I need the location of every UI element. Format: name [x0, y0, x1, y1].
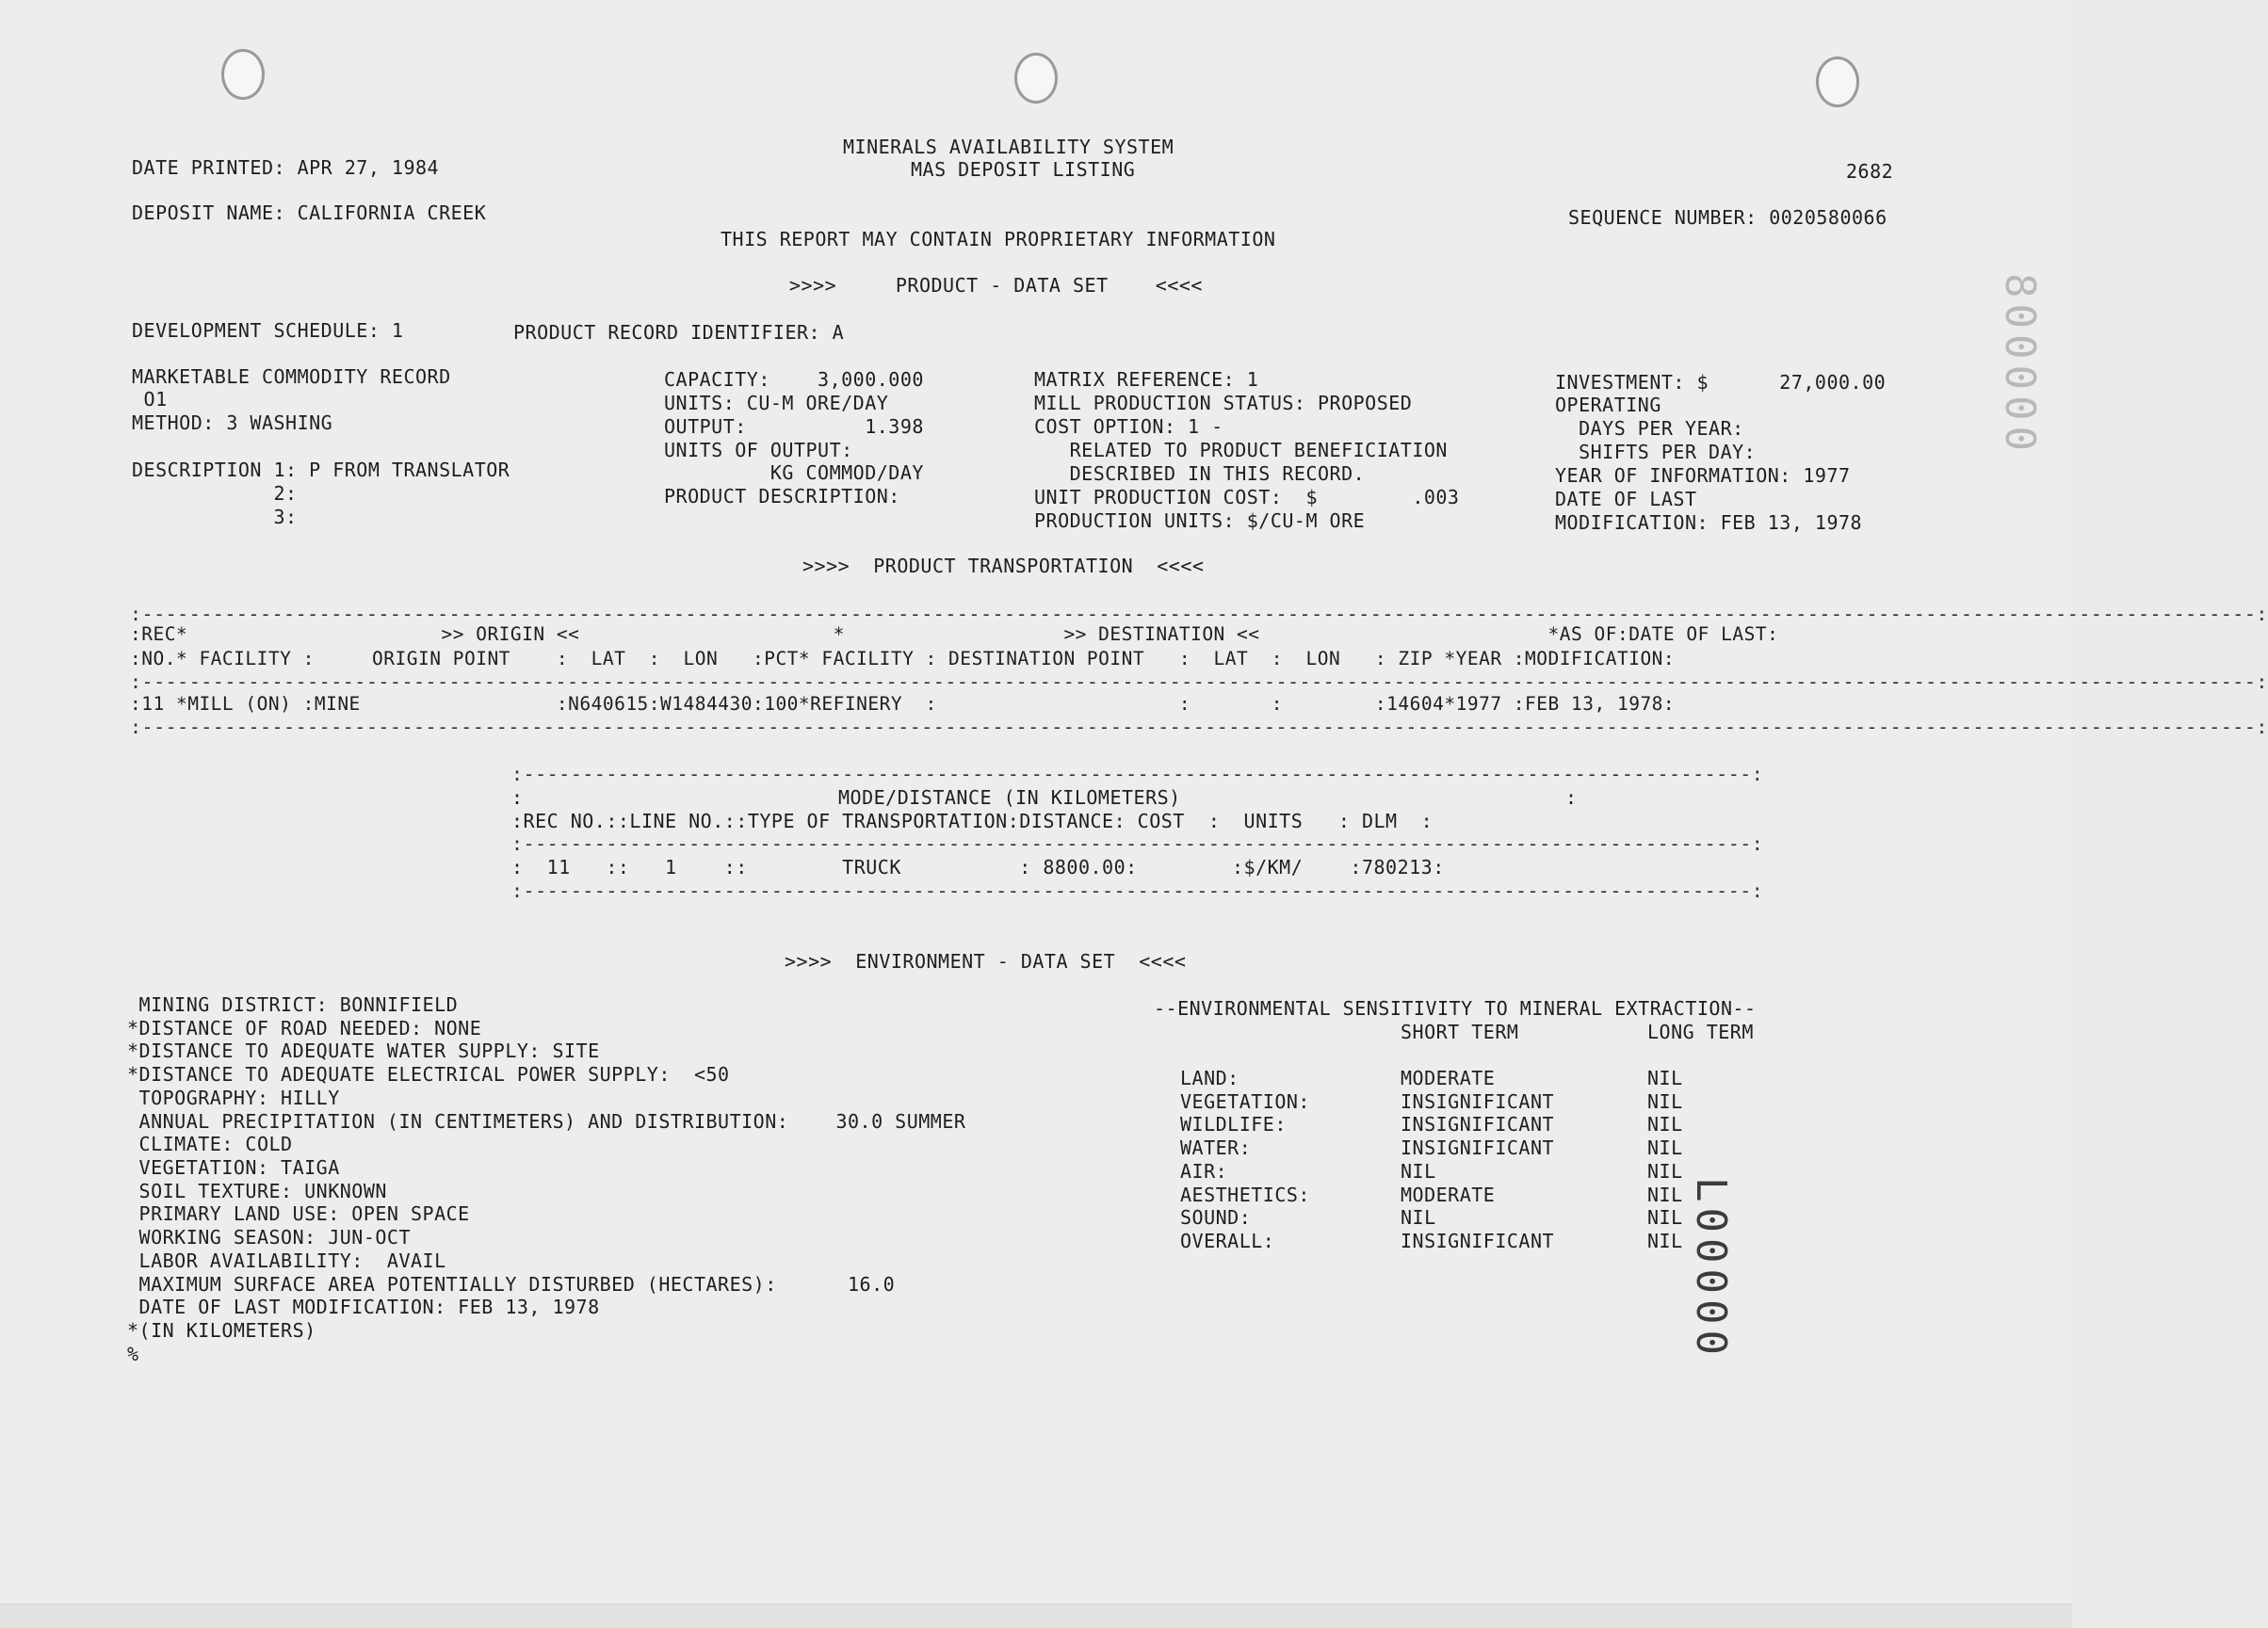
product-middle-line: CAPACITY: 3,000.000 — [664, 368, 924, 391]
sensitivity-short: INSIGNIFICANT — [1401, 1230, 1555, 1252]
product-right-line: SHIFTS PER DAY: — [1555, 441, 1757, 463]
sensitivity-long: NIL — [1647, 1184, 1683, 1206]
transportation-section-title: >>>> PRODUCT TRANSPORTATION <<<< — [802, 555, 1205, 577]
product-rightmid-line: MATRIX REFERENCE: 1 — [1034, 368, 1259, 391]
listing-title: MAS DEPOSIT LISTING — [911, 158, 1136, 181]
mode-box-border: :--------------------------------------------------------------------------------------------------------: — [511, 763, 1764, 785]
product-left-line: O1 — [132, 388, 168, 411]
sensitivity-factor: AIR: — [1180, 1160, 1228, 1183]
sensitivity-factor: LAND: — [1180, 1067, 1239, 1089]
sensitivity-long: NIL — [1647, 1136, 1683, 1159]
sensitivity-long: NIL — [1647, 1160, 1683, 1183]
punch-hole-center — [1014, 53, 1058, 104]
sensitivity-factor: WILDLIFE: — [1180, 1113, 1287, 1136]
mode-distance-header: :REC NO.::LINE NO.::TYPE OF TRANSPORTATION:DISTANCE: COST : UNITS : DLM : — [511, 810, 1434, 832]
sensitivity-long: NIL — [1647, 1230, 1683, 1252]
punch-hole-right — [1816, 56, 1859, 107]
environment-line: DATE OF LAST MODIFICATION: FEB 13, 1978 — [127, 1296, 600, 1318]
product-section-title: >>>> PRODUCT - DATA SET <<<< — [789, 274, 1203, 297]
environment-line: *DISTANCE OF ROAD NEEDED: NONE — [127, 1017, 482, 1040]
environment-line: CLIMATE: COLD — [127, 1133, 293, 1155]
environment-line: WORKING SEASON: JUN-OCT — [127, 1226, 411, 1249]
sensitivity-col-short: SHORT TERM — [1401, 1021, 1519, 1043]
product-rightmid-line: DESCRIBED IN THIS RECORD. — [1034, 462, 1366, 485]
transport-header-2: :NO.* FACILITY : ORIGIN POINT : LAT : LON :PCT* FACILITY : DESTINATION POINT : LAT : LON : ZIP *YEAR :MODIFICATION: — [130, 648, 1676, 669]
product-record-identifier: PRODUCT RECORD IDENTIFIER: A — [513, 321, 845, 344]
product-middle-line: PRODUCT DESCRIPTION: — [664, 485, 900, 508]
sensitivity-long: NIL — [1647, 1206, 1683, 1229]
sensitivity-factor: AESTHETICS: — [1180, 1184, 1310, 1206]
product-right-line: YEAR OF INFORMATION: 1977 — [1555, 464, 1851, 487]
sensitivity-long: NIL — [1647, 1090, 1683, 1113]
punch-hole-left — [221, 49, 265, 100]
environment-line: % — [127, 1343, 139, 1365]
mode-distance-title: MODE/DISTANCE (IN KILOMETERS) — [838, 786, 1181, 809]
transport-divider: :-----------------------------------------------------------------------------------------------------------------------------------------------------------------------------------: — [130, 670, 2268, 693]
product-right-line: DAYS PER YEAR: — [1555, 417, 1744, 440]
product-rightmid-line: MILL PRODUCTION STATUS: PROPOSED — [1034, 392, 1413, 414]
faint-number-stamp: 800000 — [1996, 273, 2044, 457]
product-left-line: DESCRIPTION 1: P FROM TRANSLATOR — [132, 459, 510, 481]
development-schedule: DEVELOPMENT SCHEDULE: 1 — [132, 319, 404, 342]
sensitivity-short: INSIGNIFICANT — [1401, 1136, 1555, 1159]
system-title: MINERALS AVAILABILITY SYSTEM — [843, 136, 1174, 158]
environment-line: MINING DISTRICT: BONNIFIELD — [127, 993, 459, 1016]
mode-box-side: : — [1565, 786, 1578, 809]
product-right-line: INVESTMENT: $ 27,000.00 — [1555, 371, 1887, 394]
sensitivity-short: MODERATE — [1401, 1067, 1496, 1089]
sensitivity-short: MODERATE — [1401, 1184, 1496, 1206]
sensitivity-short: NIL — [1401, 1160, 1436, 1183]
date-printed: DATE PRINTED: APR 27, 1984 — [132, 156, 440, 179]
document-number-stamp: L00000 — [1687, 1177, 1735, 1361]
sensitivity-title: --ENVIRONMENTAL SENSITIVITY TO MINERAL EXTRACTION-- — [1154, 997, 1757, 1020]
product-left-line: 3: — [132, 506, 298, 528]
sensitivity-long: NIL — [1647, 1113, 1683, 1136]
environment-line: PRIMARY LAND USE: OPEN SPACE — [127, 1202, 470, 1225]
sensitivity-factor: VEGETATION: — [1180, 1090, 1310, 1113]
environment-section-title: >>>> ENVIRONMENT - DATA SET <<<< — [785, 950, 1187, 973]
transport-divider: :-----------------------------------------------------------------------------------------------------------------------------------------------------------------------------------: — [130, 716, 2268, 738]
product-rightmid-line: RELATED TO PRODUCT BENEFICIATION — [1034, 439, 1448, 461]
product-middle-line: KG COMMOD/DAY — [664, 461, 924, 484]
mode-box-border: :--------------------------------------------------------------------------------------------------------: — [511, 879, 1764, 902]
product-left-line: MARKETABLE COMMODITY RECORD — [132, 365, 451, 388]
sensitivity-factor: WATER: — [1180, 1136, 1252, 1159]
product-left-line: 2: — [132, 482, 298, 505]
product-middle-line: UNITS OF OUTPUT: — [664, 439, 853, 461]
environment-line: TOPOGRAPHY: HILLY — [127, 1087, 340, 1109]
sensitivity-col-long: LONG TERM — [1647, 1021, 1754, 1043]
environment-line: *(IN KILOMETERS) — [127, 1319, 316, 1342]
environment-line: LABOR AVAILABILITY: AVAIL — [127, 1249, 446, 1272]
product-right-line: DATE OF LAST — [1555, 488, 1697, 510]
mode-box-side: : — [511, 786, 524, 809]
environment-line: ANNUAL PRECIPITATION (IN CENTIMETERS) AND DISTRIBUTION: 30.0 SUMMER — [127, 1110, 966, 1133]
product-rightmid-line: UNIT PRODUCTION COST: $ .003 — [1034, 486, 1460, 508]
transport-row: :11 *MILL (ON) :MINE :N640615:W1484430:100*REFINERY : : : :14604*1977 :FEB 13, 1978: — [130, 693, 1676, 715]
environment-line: *DISTANCE TO ADEQUATE ELECTRICAL POWER SUPPLY: <50 — [127, 1063, 730, 1086]
sensitivity-long: NIL — [1647, 1067, 1683, 1089]
sensitivity-short: INSIGNIFICANT — [1401, 1090, 1555, 1113]
bottom-edge — [0, 1604, 2072, 1628]
sequence-number: SEQUENCE NUMBER: 0020580066 — [1568, 206, 1887, 229]
product-middle-line: UNITS: CU-M ORE/DAY — [664, 392, 889, 414]
sensitivity-factor: OVERALL: — [1180, 1230, 1275, 1252]
environment-line: MAXIMUM SURFACE AREA POTENTIALLY DISTURBED (HECTARES): 16.0 — [127, 1273, 896, 1296]
transport-divider: :-----------------------------------------------------------------------------------------------------------------------------------------------------------------------------------: — [130, 603, 2268, 625]
product-rightmid-line: COST OPTION: 1 - — [1034, 415, 1223, 438]
product-middle-line: OUTPUT: 1.398 — [664, 415, 924, 438]
product-rightmid-line: PRODUCTION UNITS: $/CU-M ORE — [1034, 509, 1366, 532]
page-number: 2682 — [1846, 160, 1894, 183]
sensitivity-short: INSIGNIFICANT — [1401, 1113, 1555, 1136]
mode-distance-row: : 11 :: 1 :: TRUCK : 8800.00: :$/KM/ :780213: — [511, 856, 1445, 878]
sensitivity-short: NIL — [1401, 1206, 1436, 1229]
product-left-line: METHOD: 3 WASHING — [132, 411, 333, 434]
product-right-line: OPERATING — [1555, 394, 1661, 416]
sensitivity-factor: SOUND: — [1180, 1206, 1252, 1229]
transport-header-1: :REC* >> ORIGIN << * >> DESTINATION << *AS OF:DATE OF LAST: — [130, 623, 1779, 645]
environment-line: *DISTANCE TO ADEQUATE WATER SUPPLY: SITE — [127, 1040, 600, 1062]
proprietary-notice: THIS REPORT MAY CONTAIN PROPRIETARY INFORMATION — [721, 228, 1276, 250]
mode-box-border: :--------------------------------------------------------------------------------------------------------: — [511, 832, 1764, 855]
deposit-name: DEPOSIT NAME: CALIFORNIA CREEK — [132, 201, 487, 224]
environment-line: SOIL TEXTURE: UNKNOWN — [127, 1180, 387, 1202]
product-right-line: MODIFICATION: FEB 13, 1978 — [1555, 511, 1863, 534]
environment-line: VEGETATION: TAIGA — [127, 1156, 340, 1179]
